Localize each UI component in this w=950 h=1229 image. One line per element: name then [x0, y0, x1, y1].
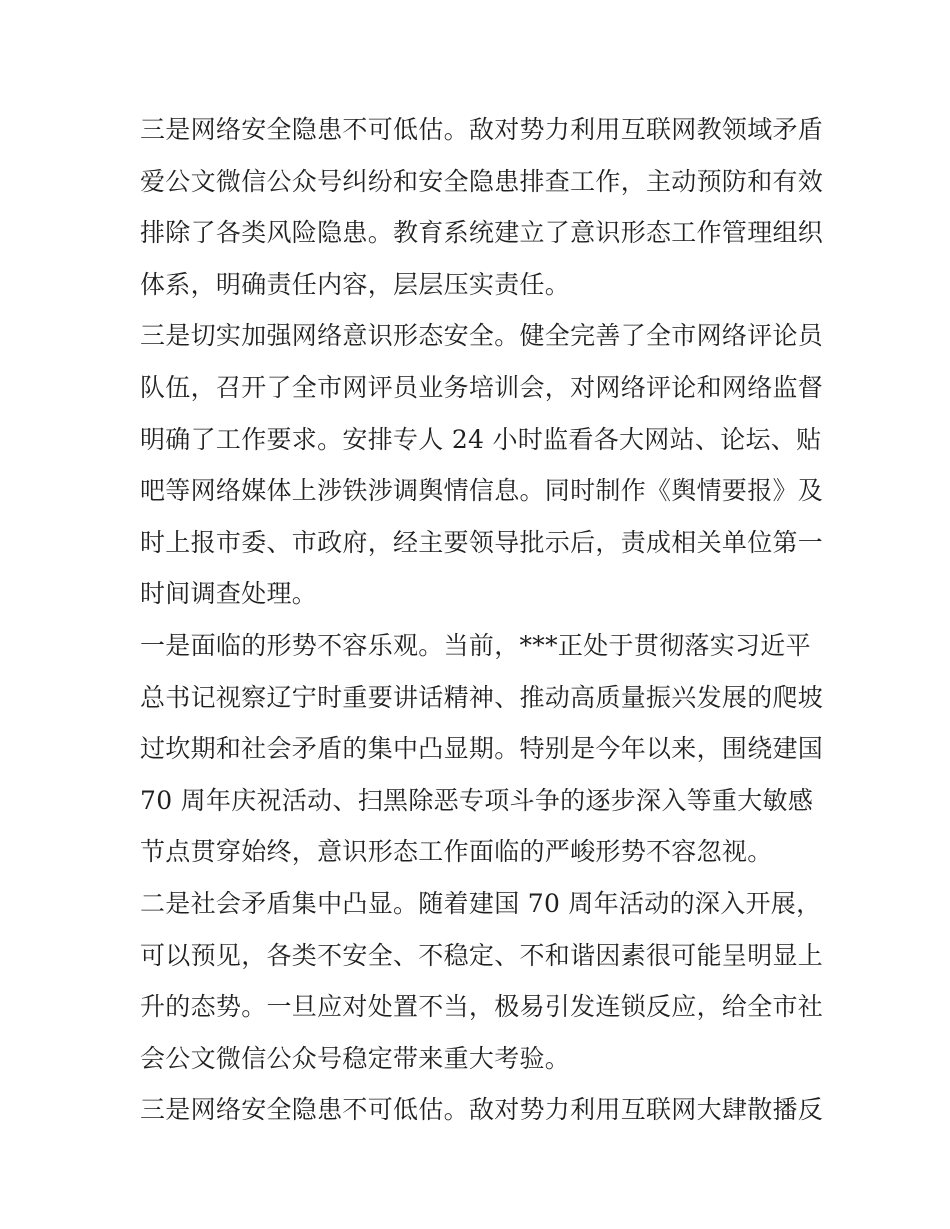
text-line: 会公文微信公众号稳定带来重大考验。	[140, 1043, 571, 1073]
paragraph-social-contradictions	[140, 878, 824, 1084]
text-line: 可以预见，各类不安全、不稳定、不和谐因素很可能呈明显上	[140, 940, 824, 970]
text-line: 队伍，召开了全市网评员业务培训会，对网络评论和网络监督	[140, 372, 824, 402]
text-line: 爱公文微信公众号纠纷和安全隐患排查工作，主动预防和有效	[140, 166, 824, 196]
paragraph-network-ideology-security	[140, 310, 824, 620]
text-line: 三是切实加强网络意识形态安全。健全完善了全市网络评论员	[140, 321, 824, 351]
text-line: 时间调查处理。	[140, 579, 318, 609]
paragraph-situation-not-optimistic	[140, 620, 824, 878]
text-line: 一是面临的形势不容乐观。当前，***正处于贯彻落实习近平	[140, 630, 811, 660]
text-line: 过坎期和社会矛盾的集中凸显期。特别是今年以来，围绕建国	[140, 734, 824, 764]
text-line: 升的态势。一旦应对处置不当，极易引发连锁反应，给全市社	[140, 992, 824, 1022]
text-line: 明确了工作要求。安排专人 24 小时监看各大网站、论坛、贴	[140, 424, 822, 454]
paragraph-network-security-education	[140, 104, 824, 310]
text-line: 70 周年庆祝活动、扫黑除恶专项斗争的逐步深入等重大敏感	[140, 785, 814, 815]
paragraph-network-security-risk	[140, 1084, 824, 1136]
text-line: 节点贯穿始终，意识形态工作面临的严峻形势不容忽视。	[140, 837, 773, 867]
text-line: 总书记视察辽宁时重要讲话精神、推动高质量振兴发展的爬坡	[140, 682, 824, 712]
text-line: 排除了各类风险隐患。教育系统建立了意识形态工作管理组织	[140, 218, 824, 248]
text-line: 三是网络安全隐患不可低估。敌对势力利用互联网教领域矛盾	[140, 115, 824, 144]
document-page	[140, 104, 824, 1136]
text-line: 体系，明确责任内容，层层压实责任。	[140, 269, 571, 299]
text-line: 二是社会矛盾集中凸显。随着建国 70 周年活动的深入开展，	[140, 888, 822, 918]
text-line: 吧等网络媒体上涉铁涉调舆情信息。同时制作《舆情要报》及	[140, 476, 824, 506]
text-line: 三是网络安全隐患不可低估。敌对势力利用互联网大肆散播反	[140, 1095, 824, 1125]
text-line: 时上报市委、市政府，经主要领导批示后，责成相关单位第一	[140, 527, 824, 557]
